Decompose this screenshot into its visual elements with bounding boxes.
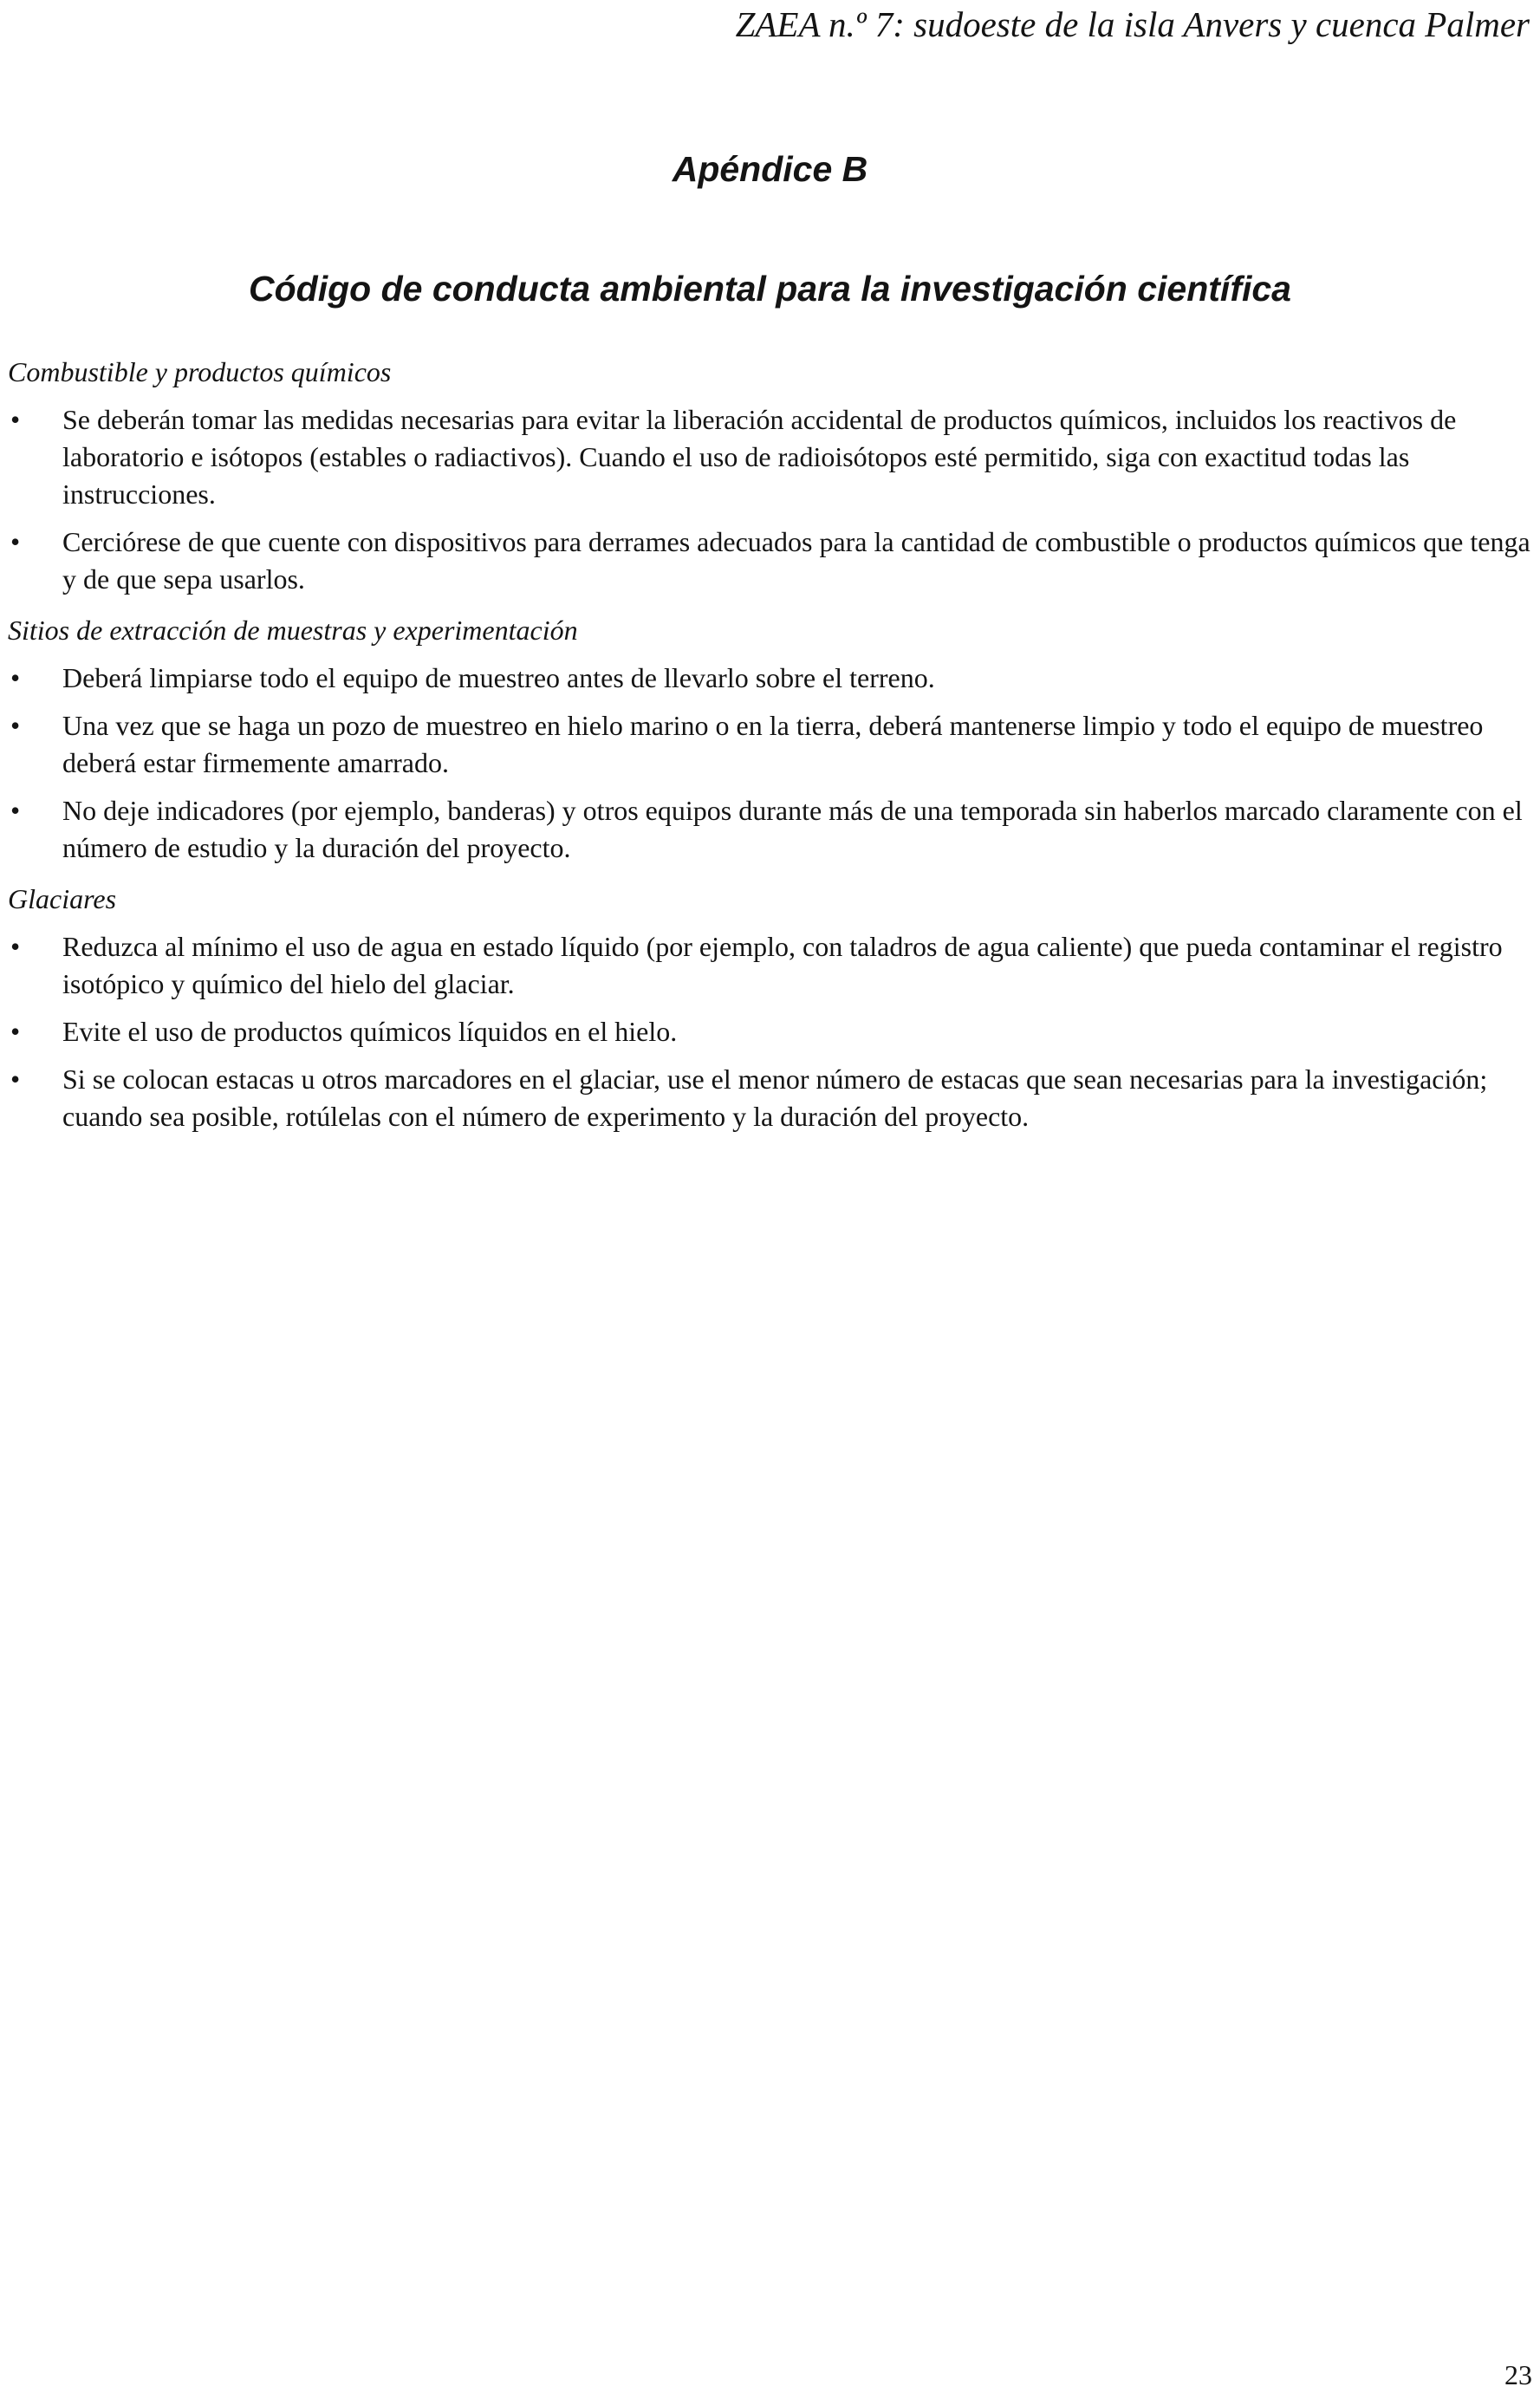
section-heading: Combustible y productos químicos	[8, 356, 392, 387]
list-item	[8, 1013, 1533, 1050]
section-sampling-sites	[8, 612, 1533, 867]
list-item	[8, 928, 1533, 1003]
list-item-text: Cerciórese de que cuente con dispositivos para derrames adecuados para la cantidad de combustible o productos químicos que tenga y de que sepa usarlos.	[62, 526, 1530, 595]
appendix-title: Apéndice B	[672, 149, 868, 189]
list-item	[8, 792, 1533, 867]
list-item-text: Se deberán tomar las medidas necesarias para evitar la liberación accidental de productos químicos, incluidos los reactivos de laboratorio e isótopos (estables o radiactivos). Cuando el uso de radioisótopos esté permitido, siga con exactitud todas las instrucciones.	[62, 404, 1457, 510]
list-item-text: Una vez que se haga un pozo de muestreo en hielo marino o en la tierra, deberá mantenerse limpio y todo el equipo de muestreo deberá estar firmemente amarrado.	[62, 710, 1484, 778]
document-body	[8, 354, 1533, 1135]
list-item	[8, 1061, 1533, 1135]
list-item	[8, 401, 1533, 513]
list-item-text: Reduzca al mínimo el uso de agua en estado líquido (por ejemplo, con taladros de agua caliente) que pueda contaminar el registro isotópico y químico del hielo del glaciar.	[62, 931, 1503, 999]
list-item-text: Si se colocan estacas u otros marcadores en el glaciar, use el menor número de estacas que sean necesarias para la investigación; cuando sea posible, rotúlelas con el número de experimento y la duración del proyecto.	[62, 1063, 1488, 1132]
list-item	[8, 707, 1533, 782]
list-item	[8, 660, 1533, 697]
section-heading: Glaciares	[8, 883, 117, 914]
bullet-icon: •	[10, 1016, 21, 1047]
bullet-list	[8, 660, 1533, 867]
section-glaciers	[8, 881, 1533, 1135]
list-item-text: No deje indicadores (por ejemplo, banderas) y otros equipos durante más de una temporada sin haberlos marcado claramente con el número de estudio y la duración del proyecto.	[62, 795, 1523, 863]
bullet-icon: •	[10, 710, 21, 741]
document-title: Código de conducta ambiental para la investigación científica	[249, 269, 1291, 309]
section-heading: Sitios de extracción de muestras y experimentación	[8, 615, 578, 646]
bullet-icon: •	[10, 1063, 21, 1095]
list-item	[8, 523, 1533, 598]
bullet-icon: •	[10, 795, 21, 826]
bullet-icon: •	[10, 931, 21, 962]
bullet-icon: •	[10, 404, 21, 435]
bullet-list	[8, 401, 1533, 598]
bullet-icon: •	[10, 526, 21, 557]
running-header: ZAEA n.º 7: sudoeste de la isla Anvers y cuenca Palmer	[735, 4, 1530, 44]
page-number: 23	[1504, 2359, 1532, 2390]
list-item-text: Evite el uso de productos químicos líquidos en el hielo.	[62, 1016, 678, 1047]
bullet-list	[8, 928, 1533, 1135]
bullet-icon: •	[10, 662, 21, 693]
section-fuel-chemicals	[8, 354, 1533, 598]
list-item-text: Deberá limpiarse todo el equipo de muestreo antes de llevarlo sobre el terreno.	[62, 662, 935, 693]
